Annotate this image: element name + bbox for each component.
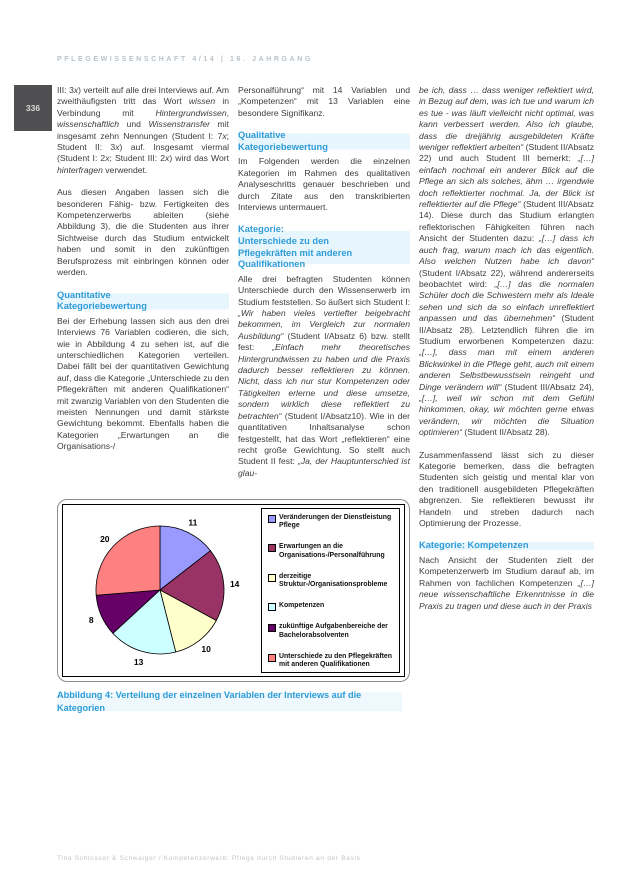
legend-swatch — [268, 544, 276, 552]
legend-item — [268, 623, 395, 639]
text-column-1 — [57, 85, 229, 490]
paragraph: Im Folgenden werden die einzelnen Kategorien im Rahmen des qualitativen Analyseschritts genauer beschrieben und durch Zitate aus den transkribierten Interviews untermauert. — [238, 156, 410, 213]
legend-item — [268, 602, 395, 611]
page-number-badge — [14, 85, 52, 131]
pie-value-label: 8 — [88, 614, 94, 625]
columns-1-2 — [57, 85, 410, 490]
pie-value-label: 20 — [100, 533, 110, 544]
pie-value-label: 14 — [229, 578, 240, 589]
paragraph: Personalführung“ mit 14 Variablen und „Kompetenzen“ mit 13 Variablen eine besondere Signifikanz. — [238, 85, 410, 118]
paragraph: be ich, dass … dass weniger reflektiert wird, in Bezug auf dem, was ich tue und warum ich es tue - was läuft vielleicht nicht optimal, was kann verbessert werden. Also ich glaube, dass die dreijährig ausgebildeten Kräfte weniger reflektiert arbeiten“ (Student II/Absatz 22) und auch Student III bemerkt: „[…] einfach nochmal ein anderer Blick auf die Pflege an sich als solches, ähm … irgendwie doch reflektierter nochmal. Ja, der Blick ist reflektierter auf die Pflege“ (Student III/Absatz 14). Diese durch das Studium erlangten reflektorischen Fähigkeiten führen nach Ansicht der Studenten dazu: „[…] dass ich auch frag, warum mach ich das eigentlich. Also welchen Nutzen habe ich davon“ (Student I/Absatz 22), während andererseits beobachtet wird: „[…] das die normalen Schüler doch die Schwestern mehr als Ideale sehen und sich da so einfach unreflektiert anpassen und das übernehmen“ (Student II/Absatz 28). Letztendlich führen die im Studium erworbenen Kompetenzen dazu: „[…], dass man mit einem anderen Blickwinkel in die Pflege geht, auch mit einem anderen Selbstbewusstsein reingeht und Dinge verändern will“ (Student III/Absatz 24), „[…], weil wir schon mit dem Gefühl hinkommen, okay, wir möchten gerne etwas verändern, wir möchten die Situation optimieren“ (Student II/Absatz 28). — [419, 85, 594, 438]
figure-box — [57, 499, 410, 682]
legend-item — [268, 543, 395, 559]
paragraph: Alle drei befragten Studenten können Unterschiede durch den Wissenserwerb im Studium feststellen. So äußert sich Student I: „Wir haben vieles vertiefter beigebracht bekommen, im Vergleich zur normalen Ausbildung“ (Student I/Absatz 6) bzw. stellt fest: „Einfach mehr theoretisches Hintergrundwissen zu haben und die Praxis dadurch besser reflektieren zu können. Nicht, dass ich nur stur Kompetenzen oder Tätigkeiten erlerne und diese umsetze, sondern wirklich diese reflektiert zu betrachten“ (Student I/Absatz10). Wie in der quantitativen Inhaltsanalyse schon festgestellt, hat das Wort „reflektieren“ eine recht große Gewichtung. So stellt auch Student II fest: „Ja, der Hauptunterschied ist glau- — [238, 273, 410, 478]
page-footer: Tina Schlosser & Schwaiger / Kompetenzerwerb: Pflege durch Studieren an der Basis — [57, 855, 361, 862]
paragraph: Nach Ansicht der Studenten zielt der Kompetenzerwerb im Studium darauf ab, im Rahmen von fachlichen Kompetenzen „[…] neue wissenschaftliche Erkenntnisse in die Praxis zu tragen und diese auch in der Praxis — [419, 555, 594, 611]
paragraph: Zusammenfassend lässt sich zu dieser Kategorie bemerken, dass die befragten Studenten sich geistig und mental klar von den traditionell ausgebildeten Pflegekräften abgrenzen. Sie reflektieren bewusst ihr Handeln und streben dadurch nach Optimierung der Prozesse. — [419, 449, 594, 529]
text-column-3 — [419, 85, 594, 714]
legend-swatch — [268, 574, 276, 582]
legend-item — [268, 514, 395, 530]
text-column-2 — [238, 85, 410, 490]
left-area — [57, 85, 410, 714]
journal-header: PFLEGEWISSENSCHAFT 4/14 | 16. JAHRGANG — [57, 56, 313, 63]
legend-item — [268, 573, 395, 589]
legend-swatch — [268, 515, 276, 523]
section-heading: Qualitative Kategoriebewertung — [238, 130, 410, 153]
paragraph: Bei der Erhebung lassen sich aus den drei Interviews 76 Variablen codieren, die sich, wie in Abbildung 4 zu sehen ist, auf die unterschiedlichen Kategorien verteilen. Dabei fällt bei der quantitativen Gewichtung auf, dass die Kategorie „Unterschiede zu den Pflegekräften mit anderen Qualifikationen“ mit zwanzig Variablen von den Studenten die meisten Nennungen und damit stärkste Gewichtung bekommt. Ebenfalls haben die Kategorien „Erwartungen an die Organisations-/ — [57, 315, 229, 452]
pie-area — [63, 505, 261, 676]
legend-label: Kompetenzen — [279, 601, 325, 609]
legend-label: Unterschiede zu den Pflegekräften mit anderen Qualifikationen — [279, 652, 392, 668]
article-body — [57, 85, 594, 714]
chart-frame — [62, 504, 405, 677]
legend-label: derzeitige Struktur-/Organisationsprobleme — [279, 572, 388, 588]
paragraph: Aus diesen Angaben lassen sich die besonderen Fähig- bzw. Fertigkeiten des Kompetenzerwerbs ableiten (siehe Abbildung 3), die die Studenten aus ihrer Sichtweise durch das Studium entwickelt haben und somit in den zukünftigen Berufsprozess mit einbringen können oder werden. — [57, 187, 229, 278]
section-heading: Quantitative Kategoriebewertung — [57, 290, 229, 313]
legend-swatch — [268, 654, 276, 662]
page-number: 336 — [25, 103, 41, 113]
paragraph: III: 3x) verteilt auf alle drei Interviews auf. Am zweithäufigsten tritt das Wort wissen in Verbindung mit Hintergrundwissen, wissenschaftlich und Wissenstransfer mit insgesamt zehn Nennungen (Student I: 7x; Student II: 3x) auf. Insgesamt viermal (Student I: 2x; Student III: 2x) wird das Wort hinterfragen verwendet. — [57, 85, 230, 175]
legend-label: Veränderungen der Dienstleistung Pflege — [279, 514, 392, 530]
legend-swatch — [268, 624, 276, 632]
legend-label: Erwartungen an die Organisations-/Personalführung — [279, 543, 385, 559]
pie-value-label: 10 — [201, 643, 211, 654]
legend-item — [268, 653, 395, 669]
chart-legend — [261, 508, 400, 673]
pie-value-label: 13 — [133, 656, 144, 667]
pie-chart — [64, 506, 260, 676]
section-heading: Kategorie: Unterschiede zu den Pflegekräften mit anderen Qualifikationen — [238, 224, 410, 270]
legend-swatch — [268, 603, 276, 611]
pie-value-label: 11 — [188, 517, 198, 528]
legend-label: zukünftige Aufgabenbereiche der Bachelorabsolventen — [279, 623, 388, 639]
section-heading: Kategorie: Kompetenzen — [419, 540, 594, 552]
figure-caption: Abbildung 4: Verteilung der einzelnen Variablen der Interviews auf die Kategorien — [57, 689, 402, 714]
